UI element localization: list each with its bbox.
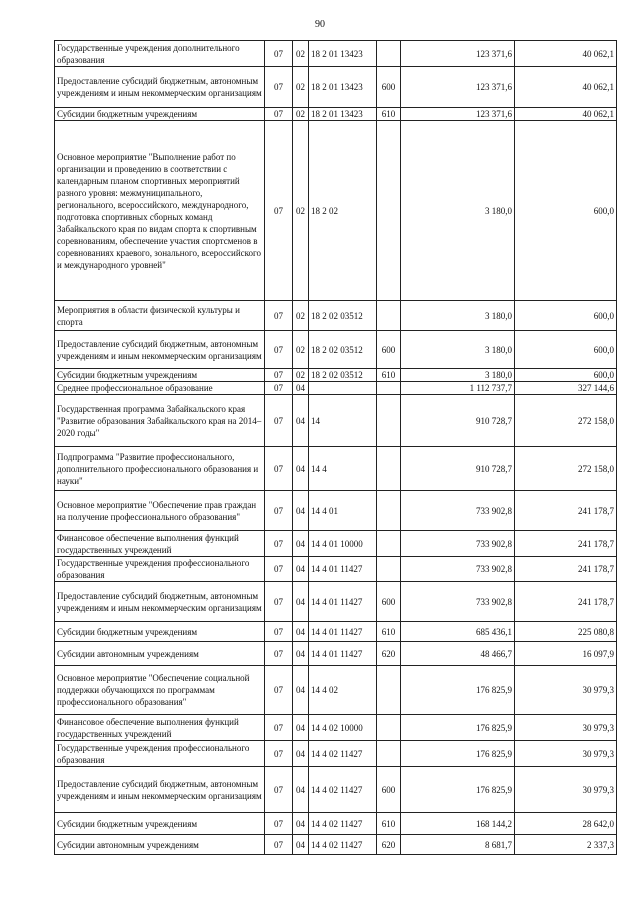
row-subsection: 04 xyxy=(293,447,309,491)
table-row xyxy=(55,741,617,767)
row-target-code xyxy=(309,382,377,395)
row-subsection: 02 xyxy=(293,331,309,369)
row-name: Основное мероприятие "Обеспечение социальной поддержки обучающихся по программам профессионального образования" xyxy=(55,666,265,715)
row-amount-1: 123 371,6 xyxy=(401,67,515,108)
row-amount-2: 40 062,1 xyxy=(515,67,617,108)
table-row xyxy=(55,531,617,557)
row-section: 07 xyxy=(265,41,293,67)
row-section: 07 xyxy=(265,447,293,491)
row-name: Основное мероприятие "Обеспечение прав граждан на получение профессионального образования" xyxy=(55,491,265,531)
table-row xyxy=(55,557,617,582)
row-expense-type: 600 xyxy=(377,331,401,369)
row-amount-1: 48 466,7 xyxy=(401,642,515,666)
row-subsection: 04 xyxy=(293,642,309,666)
row-subsection: 04 xyxy=(293,557,309,582)
row-amount-1: 3 180,0 xyxy=(401,331,515,369)
row-subsection: 02 xyxy=(293,369,309,382)
row-amount-2: 28 642,0 xyxy=(515,813,617,835)
row-subsection: 04 xyxy=(293,835,309,855)
row-expense-type: 600 xyxy=(377,67,401,108)
row-subsection: 02 xyxy=(293,108,309,121)
row-amount-2: 241 178,7 xyxy=(515,491,617,531)
row-target-code: 18 2 02 03512 xyxy=(309,301,377,331)
row-amount-1: 168 144,2 xyxy=(401,813,515,835)
row-amount-2: 40 062,1 xyxy=(515,108,617,121)
row-expense-type xyxy=(377,41,401,67)
row-expense-type xyxy=(377,121,401,301)
row-expense-type: 610 xyxy=(377,813,401,835)
row-amount-2: 16 097,9 xyxy=(515,642,617,666)
row-target-code: 18 2 02 03512 xyxy=(309,331,377,369)
row-target-code: 14 4 02 11427 xyxy=(309,741,377,767)
row-section: 07 xyxy=(265,301,293,331)
table-row xyxy=(55,382,617,395)
row-target-code: 14 4 01 11427 xyxy=(309,557,377,582)
row-expense-type xyxy=(377,395,401,447)
row-target-code: 14 4 02 xyxy=(309,666,377,715)
row-amount-1: 910 728,7 xyxy=(401,395,515,447)
row-target-code: 18 2 01 13423 xyxy=(309,41,377,67)
row-name: Финансовое обеспечение выполнения функций государственных учреждений xyxy=(55,715,265,741)
row-amount-2: 241 178,7 xyxy=(515,557,617,582)
row-name: Предоставление субсидий бюджетным, автономным учреждениям и иным некоммерческим организациям xyxy=(55,67,265,108)
row-target-code: 14 xyxy=(309,395,377,447)
row-amount-1: 3 180,0 xyxy=(401,301,515,331)
row-expense-type xyxy=(377,741,401,767)
row-amount-2: 272 158,0 xyxy=(515,447,617,491)
row-amount-1: 123 371,6 xyxy=(401,41,515,67)
row-expense-type: 600 xyxy=(377,767,401,813)
row-amount-2: 600,0 xyxy=(515,369,617,382)
row-section: 07 xyxy=(265,557,293,582)
row-expense-type xyxy=(377,447,401,491)
row-name: Субсидии бюджетным учреждениям xyxy=(55,369,265,382)
row-name: Предоставление субсидий бюджетным, автономным учреждениям и иным некоммерческим организациям xyxy=(55,582,265,622)
row-subsection: 04 xyxy=(293,767,309,813)
table-row xyxy=(55,642,617,666)
row-target-code: 14 4 01 10000 xyxy=(309,531,377,557)
row-amount-2: 225 080,8 xyxy=(515,622,617,642)
row-target-code: 14 4 02 11427 xyxy=(309,813,377,835)
row-expense-type: 610 xyxy=(377,622,401,642)
row-amount-2: 30 979,3 xyxy=(515,741,617,767)
row-expense-type: 620 xyxy=(377,642,401,666)
table-row xyxy=(55,301,617,331)
row-section: 07 xyxy=(265,395,293,447)
row-name: Государственная программа Забайкальского края "Развитие образования Забайкальского края на 2014–2020 годы" xyxy=(55,395,265,447)
row-amount-2: 30 979,3 xyxy=(515,767,617,813)
row-target-code: 14 4 xyxy=(309,447,377,491)
row-section: 07 xyxy=(265,369,293,382)
row-expense-type xyxy=(377,715,401,741)
row-subsection: 02 xyxy=(293,301,309,331)
row-name: Государственные учреждения профессионального образования xyxy=(55,557,265,582)
table-row xyxy=(55,41,617,67)
row-section: 07 xyxy=(265,767,293,813)
row-name: Субсидии бюджетным учреждениям xyxy=(55,622,265,642)
row-amount-2: 40 062,1 xyxy=(515,41,617,67)
row-expense-type: 620 xyxy=(377,835,401,855)
row-amount-2: 600,0 xyxy=(515,301,617,331)
row-amount-2: 327 144,6 xyxy=(515,382,617,395)
row-target-code: 14 4 01 11427 xyxy=(309,582,377,622)
row-section: 07 xyxy=(265,67,293,108)
row-target-code: 18 2 02 03512 xyxy=(309,369,377,382)
budget-table xyxy=(54,40,617,855)
row-name: Мероприятия в области физической культуры и спорта xyxy=(55,301,265,331)
row-amount-1: 3 180,0 xyxy=(401,369,515,382)
row-amount-1: 176 825,9 xyxy=(401,767,515,813)
row-section: 07 xyxy=(265,622,293,642)
row-subsection: 04 xyxy=(293,715,309,741)
row-subsection: 02 xyxy=(293,41,309,67)
row-name: Субсидии бюджетным учреждениям xyxy=(55,813,265,835)
table-row xyxy=(55,767,617,813)
row-target-code: 18 2 01 13423 xyxy=(309,67,377,108)
row-expense-type xyxy=(377,531,401,557)
row-name: Субсидии автономным учреждениям xyxy=(55,835,265,855)
row-name: Подпрограмма "Развитие профессионального, дополнительного профессионального образования и науки" xyxy=(55,447,265,491)
row-section: 07 xyxy=(265,813,293,835)
row-section: 07 xyxy=(265,531,293,557)
row-section: 07 xyxy=(265,121,293,301)
row-amount-2: 600,0 xyxy=(515,121,617,301)
row-subsection: 04 xyxy=(293,395,309,447)
row-subsection: 02 xyxy=(293,121,309,301)
row-amount-1: 733 902,8 xyxy=(401,582,515,622)
row-name: Государственные учреждения профессионального образования xyxy=(55,741,265,767)
row-expense-type xyxy=(377,666,401,715)
row-subsection: 04 xyxy=(293,531,309,557)
row-expense-type: 610 xyxy=(377,108,401,121)
row-amount-1: 8 681,7 xyxy=(401,835,515,855)
row-section: 07 xyxy=(265,382,293,395)
row-name: Основное мероприятие "Выполнение работ по организации и проведению в соответствии с календарным планом спортивных мероприятий разного уровня: межмуниципального, регионального, всероссийского, международного, подготовка спортивных сборных команд Забайкальского края по видам спорта к спортивным соревнованиям, обеспечение участия спортсменов в соревнованиях краевого, зонального, всероссийского и международного уровней" xyxy=(55,121,265,301)
table-row xyxy=(55,67,617,108)
row-amount-2: 241 178,7 xyxy=(515,531,617,557)
row-section: 07 xyxy=(265,715,293,741)
row-amount-1: 910 728,7 xyxy=(401,447,515,491)
row-subsection: 04 xyxy=(293,622,309,642)
row-target-code: 14 4 02 11427 xyxy=(309,835,377,855)
table-row xyxy=(55,121,617,301)
row-expense-type: 610 xyxy=(377,369,401,382)
row-expense-type xyxy=(377,382,401,395)
row-name: Государственные учреждения дополнительного образования xyxy=(55,41,265,67)
row-name: Субсидии бюджетным учреждениям xyxy=(55,108,265,121)
row-name: Финансовое обеспечение выполнения функций государственных учреждений xyxy=(55,531,265,557)
row-target-code: 14 4 01 11427 xyxy=(309,642,377,666)
row-name: Предоставление субсидий бюджетным, автономным учреждениям и иным некоммерческим организациям xyxy=(55,331,265,369)
row-target-code: 14 4 02 10000 xyxy=(309,715,377,741)
table-row xyxy=(55,108,617,121)
table-row xyxy=(55,447,617,491)
page-number: 90 xyxy=(315,19,325,30)
row-name: Предоставление субсидий бюджетным, автономным учреждениям и иным некоммерческим организациям xyxy=(55,767,265,813)
table-row xyxy=(55,582,617,622)
row-subsection: 04 xyxy=(293,582,309,622)
row-amount-2: 272 158,0 xyxy=(515,395,617,447)
table-row xyxy=(55,813,617,835)
row-amount-1: 1 112 737,7 xyxy=(401,382,515,395)
row-name: Субсидии автономным учреждениям xyxy=(55,642,265,666)
table-row xyxy=(55,715,617,741)
table-row xyxy=(55,395,617,447)
row-name: Среднее профессиональное образование xyxy=(55,382,265,395)
table-row xyxy=(55,331,617,369)
row-target-code: 18 2 02 xyxy=(309,121,377,301)
row-section: 07 xyxy=(265,666,293,715)
row-subsection: 04 xyxy=(293,382,309,395)
row-amount-1: 123 371,6 xyxy=(401,108,515,121)
row-subsection: 04 xyxy=(293,491,309,531)
row-section: 07 xyxy=(265,835,293,855)
row-section: 07 xyxy=(265,108,293,121)
row-amount-1: 3 180,0 xyxy=(401,121,515,301)
row-amount-1: 176 825,9 xyxy=(401,715,515,741)
row-amount-1: 176 825,9 xyxy=(401,666,515,715)
row-section: 07 xyxy=(265,491,293,531)
row-amount-1: 733 902,8 xyxy=(401,491,515,531)
row-expense-type xyxy=(377,557,401,582)
row-expense-type xyxy=(377,491,401,531)
row-section: 07 xyxy=(265,582,293,622)
row-subsection: 04 xyxy=(293,741,309,767)
row-target-code: 14 4 01 xyxy=(309,491,377,531)
row-section: 07 xyxy=(265,642,293,666)
row-amount-1: 176 825,9 xyxy=(401,741,515,767)
row-amount-2: 600,0 xyxy=(515,331,617,369)
table-row xyxy=(55,622,617,642)
row-subsection: 04 xyxy=(293,813,309,835)
row-amount-1: 685 436,1 xyxy=(401,622,515,642)
table-row xyxy=(55,369,617,382)
row-target-code: 14 4 01 11427 xyxy=(309,622,377,642)
row-amount-1: 733 902,8 xyxy=(401,557,515,582)
row-amount-2: 30 979,3 xyxy=(515,715,617,741)
row-amount-2: 30 979,3 xyxy=(515,666,617,715)
table-row xyxy=(55,491,617,531)
row-amount-2: 2 337,3 xyxy=(515,835,617,855)
table-row xyxy=(55,666,617,715)
row-amount-2: 241 178,7 xyxy=(515,582,617,622)
row-subsection: 02 xyxy=(293,67,309,108)
row-expense-type: 600 xyxy=(377,582,401,622)
row-expense-type xyxy=(377,301,401,331)
table-row xyxy=(55,835,617,855)
row-target-code: 14 4 02 11427 xyxy=(309,767,377,813)
row-target-code: 18 2 01 13423 xyxy=(309,108,377,121)
row-amount-1: 733 902,8 xyxy=(401,531,515,557)
row-subsection: 04 xyxy=(293,666,309,715)
row-section: 07 xyxy=(265,741,293,767)
row-section: 07 xyxy=(265,331,293,369)
